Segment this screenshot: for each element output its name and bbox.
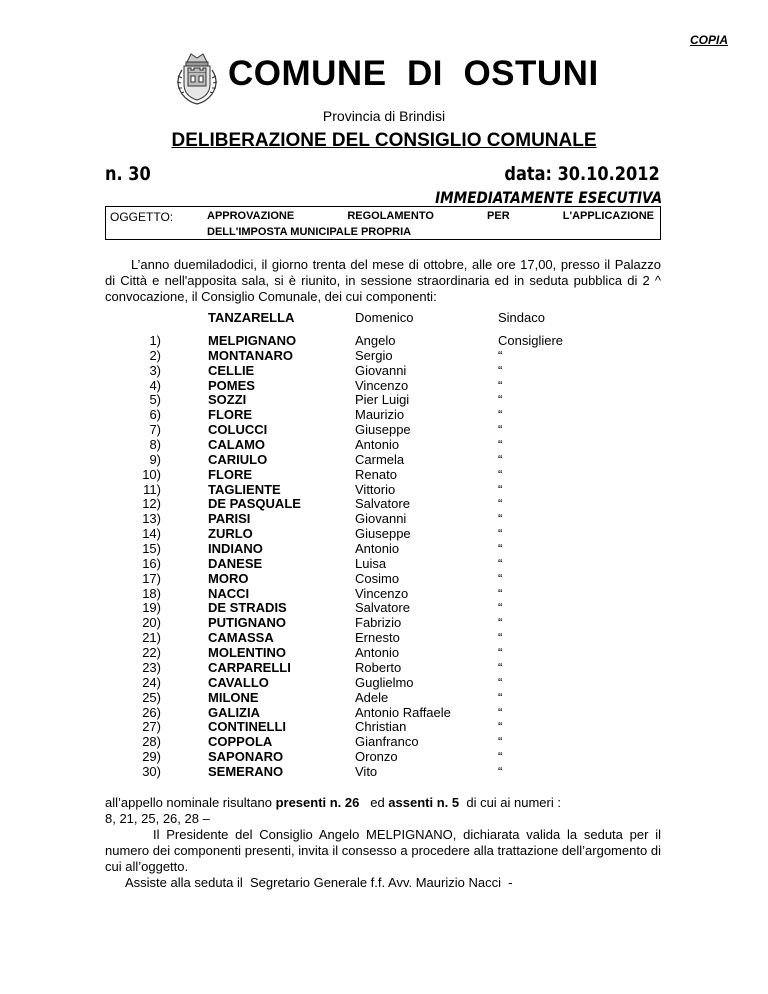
member-name: Salvatore [355,600,410,616]
council-member-row [105,482,665,497]
council-member-row [105,764,665,779]
member-num: 12) [142,496,161,512]
member-role: “ [498,541,503,557]
member-num: 13) [142,511,161,527]
member-surname: SOZZI [208,392,247,408]
provincia-subtitle: Provincia di Brindisi [322,108,446,124]
member-name: Oronzo [355,749,398,765]
council-member-row [105,660,665,675]
member-name: Gianfranco [355,734,419,750]
member-role: “ [498,422,503,438]
member-surname: MELPIGNANO [208,333,297,348]
member-role: “ [498,704,503,720]
present-count: presenti n. 26 [275,795,360,810]
member-num: 18) [142,585,161,601]
council-member-row [105,556,665,571]
member-role: “ [498,526,503,542]
member-surname: DANESE [208,555,263,571]
roll-call-prefix: all’appello nominale risultano [105,795,276,810]
member-name: Vincenzo [355,585,409,601]
council-member-row [105,348,665,363]
member-name: Luisa [355,555,387,571]
member-name: Angelo [355,333,396,348]
member-surname: SAPONARO [208,749,284,765]
copy-label: COPIA [689,33,728,47]
roll-call-paragraph [105,795,661,827]
member-name: Antonio [355,645,400,661]
council-member-row [105,600,665,615]
member-role: “ [498,555,503,571]
member-role: “ [498,570,503,586]
member-surname: COLUCCI [208,422,268,438]
member-surname: PARISI [208,511,251,527]
member-num: 20) [142,615,161,631]
member-role: “ [498,362,503,378]
member-num: 11) [143,481,161,497]
council-member-row [105,437,665,452]
member-name: Antonio [355,541,400,557]
member-num: 1) [149,333,161,348]
member-num: 16) [142,555,161,571]
member-surname: MILONE [208,689,259,705]
member-surname: MOLENTINO [208,645,286,661]
member-num: 27) [142,719,161,735]
president-text: Il Presidente del Consiglio Angelo MELPIGNANO, dichiarata valida la seduta per il numero dei componenti presenti, invita il consesso a procedere alla trattazione dell’argomento di cui all’oggetto. [105,827,661,874]
member-num: 3) [149,362,161,378]
deliberation-title: DELIBERAZIONE DEL CONSIGLIO COMUNALE [171,130,597,151]
member-num: 9) [149,451,161,467]
member-name: Adele [355,689,389,705]
member-num: 26) [142,704,161,720]
member-surname: MONTANARO [208,347,293,363]
deliberation-number: n. 30 [105,163,151,185]
member-num: 8) [149,437,161,453]
mayor-role: Sindaco [498,310,545,325]
member-name: Vittorio [355,481,396,497]
subject-box [105,206,661,240]
council-member-row [105,705,665,720]
council-member-row [105,407,665,422]
member-num: 17) [142,570,161,586]
member-role: Consigliere [498,333,564,348]
council-member-row [105,363,665,378]
member-name: Renato [355,466,397,482]
member-surname: CARPARELLI [208,659,291,675]
member-surname: GALIZIA [208,704,260,720]
council-member-row [105,749,665,764]
member-surname: FLORE [208,407,253,423]
member-num: 25) [142,689,161,705]
member-surname: INDIANO [208,541,263,557]
comune-title: COMUNE DI OSTUNI [228,54,599,93]
member-role: “ [498,645,503,661]
immediately-executive-label: IMMEDIATAMENTE ESECUTIVA [434,188,662,207]
member-role: “ [498,585,503,601]
member-num: 23) [142,659,161,675]
member-role: “ [498,392,503,408]
member-num: 24) [142,674,161,690]
member-surname: NACCI [208,585,250,601]
intro-paragraph [105,257,661,305]
council-member-row [105,630,665,645]
member-role: “ [498,377,503,393]
member-role: “ [498,659,503,675]
member-role: “ [498,347,503,363]
member-surname: TAGLIENTE [208,481,281,497]
member-name: Maurizio [355,407,405,423]
member-surname: SEMERANO [208,763,284,779]
council-member-row [105,333,665,348]
member-name: Pier Luigi [355,392,410,408]
member-role: “ [498,496,503,512]
member-surname: CONTINELLI [208,719,286,735]
member-name: Ernesto [355,630,400,646]
council-member-row [105,422,665,437]
member-role: “ [498,674,503,690]
member-num: 2) [149,347,161,363]
council-member-row [105,392,665,407]
member-name: Salvatore [355,496,410,512]
member-num: 29) [142,749,161,765]
member-role: “ [498,719,503,735]
member-name: Sergio [355,347,393,363]
member-role: “ [498,407,503,423]
member-role: “ [498,466,503,482]
council-member-row [105,571,665,586]
member-surname: DE PASQUALE [208,496,301,512]
member-name: Cosimo [355,570,400,586]
member-name: Guglielmo [355,674,414,690]
deliberation-date: data: 30.10.2012 [504,163,660,185]
subject-label: OGGETTO: [110,210,174,224]
member-name: Vito [355,763,378,779]
member-num: 21) [142,630,161,646]
member-num: 14) [142,526,161,542]
council-member-row [105,586,665,601]
council-member-row [105,541,665,556]
council-member-row [105,675,665,690]
member-surname: CALAMO [208,437,266,453]
member-name: Giovanni [355,362,407,378]
member-role: “ [498,630,503,646]
member-num: 22) [142,645,161,661]
member-num: 30) [142,763,161,779]
member-num: 28) [142,734,161,750]
member-num: 5) [149,392,161,408]
president-paragraph [105,827,661,875]
member-surname: MORO [208,570,249,586]
absent-numbers: 8, 21, 25, 26, 28 – [105,811,210,826]
mayor-row [105,310,665,325]
member-role: “ [498,763,503,779]
member-role: “ [498,437,503,453]
absent-count: assenti n. 5 [388,795,460,810]
member-surname: CAMASSA [208,630,274,646]
member-role: “ [498,689,503,705]
council-member-row [105,734,665,749]
council-member-row [105,526,665,541]
member-role: “ [498,749,503,765]
member-surname: CAVALLO [208,674,269,690]
member-surname: FLORE [208,466,253,482]
member-surname: ZURLO [208,526,253,542]
member-role: “ [498,734,503,750]
member-name: Fabrizio [355,615,402,631]
subject-text-line1: APPROVAZIONE REGOLAMENTO PER L'APPLICAZIONE [207,210,654,222]
council-member-row [105,690,665,705]
council-member-row [105,511,665,526]
member-num: 4) [149,377,161,393]
member-name: Roberto [355,659,402,675]
member-surname: DE STRADIS [208,600,287,616]
council-member-row [105,452,665,467]
member-num: 7) [149,422,161,438]
council-member-row [105,378,665,393]
member-role: “ [498,511,503,527]
roll-call-mid: ed [359,795,389,810]
member-role: “ [498,451,503,467]
member-name: Giovanni [355,511,407,527]
council-member-row [105,496,665,511]
member-name: Giuseppe [355,526,411,542]
member-role: “ [498,600,503,616]
subject-text-line2: DELL'IMPOSTA MUNICIPALE PROPRIA [207,226,412,238]
intro-text: L’anno duemiladodici, il giorno trenta del mese di ottobre, alle ore 17,00, presso il Palazzo di Città e nell'apposita sala, si è riunito, in sessione straordinaria ed in seduta pubblica di 2 ^ convocazione, il Consiglio Comunale, dei cui componenti: [105,257,661,304]
comune-crest-logo [172,48,222,106]
member-name: Antonio Raffaele [355,704,451,720]
member-name: Giuseppe [355,422,411,438]
member-name: Vincenzo [355,377,409,393]
member-num: 15) [142,541,161,557]
member-surname: CELLIE [208,362,255,378]
member-role: “ [498,615,503,631]
member-num: 6) [149,407,161,423]
council-member-row [105,467,665,482]
council-member-row [105,645,665,660]
council-member-row [105,719,665,734]
member-num: 19) [142,600,161,616]
mayor-name: Domenico [355,310,414,325]
member-num: 10) [142,466,161,482]
member-name: Antonio [355,437,400,453]
member-name: Carmela [355,451,405,467]
member-surname: CARIULO [208,451,268,467]
member-surname: POMES [208,377,255,393]
council-member-row [105,615,665,630]
member-surname: PUTIGNANO [208,615,286,631]
secretary-line: Assiste alla seduta il Segretario Generale f.f. Avv. Maurizio Nacci - [125,875,513,890]
member-name: Christian [355,719,407,735]
member-surname: COPPOLA [208,734,273,750]
member-role: “ [498,481,503,497]
mayor-surname: TANZARELLA [208,310,295,325]
roll-call-suffix: di cui ai numeri : [459,795,561,810]
